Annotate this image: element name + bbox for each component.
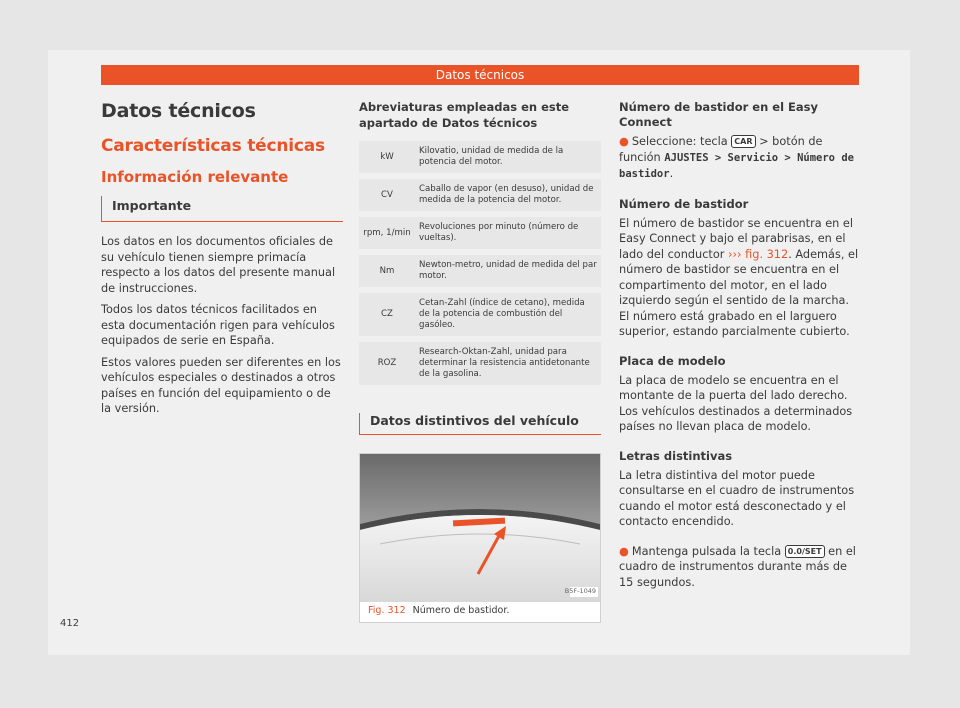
abbr-value: Newton-metro, unidad de medida del par motor.	[415, 252, 601, 290]
header-bar: Datos técnicos	[101, 65, 859, 85]
letters-heading: Letras distintivas	[619, 448, 733, 463]
easy-connect-heading: Número de bastidor en el Easy Connect	[619, 100, 818, 129]
vin-text: El número de bastidor se encuentra en el Easy Connect y bajo el parabrisas, en el lado del conductor	[619, 216, 854, 261]
figure-link[interactable]: fig. 312	[745, 247, 789, 261]
abbr-value: Kilovatio, unidad de medida de la potencia del motor.	[415, 141, 601, 176]
table-row	[359, 252, 601, 290]
section-title: Características técnicas	[101, 136, 325, 156]
bullet-icon: ●	[619, 135, 629, 148]
abbr-value: Research-Oktan-Zahl, unidad para determinar la resistencia antidetonante de la gasolina.	[415, 339, 601, 388]
chapter-title: Datos técnicos	[101, 100, 256, 122]
page-number: 412	[60, 618, 80, 629]
figure-number: Fig. 312	[368, 605, 406, 616]
figure-caption-text: Número de bastidor.	[412, 605, 510, 616]
table-row	[359, 339, 601, 388]
abbr-key: ROZ	[359, 339, 415, 388]
figure-code: B5F-1049	[564, 587, 596, 595]
step-text: > botón de función	[619, 135, 823, 164]
subsection-title: Información relevante	[101, 168, 289, 186]
vin-text: . Además, el número de bastidor se encuentra en el compartimento del motor, en el lado izquierdo según el sentido de la marcha. El número está grabado en el larguero superior, estando parcialmente cubierto.	[619, 247, 859, 338]
column-1	[101, 100, 343, 423]
step-text: en el cuadro de instrumentos durante más de 15 segundos.	[619, 544, 856, 589]
column-3	[619, 100, 861, 596]
abbr-key: kW	[359, 141, 415, 176]
vin-heading: Número de bastidor	[619, 196, 749, 211]
abbreviations-table	[359, 141, 601, 391]
arrows-glyph: ›››	[728, 247, 742, 261]
figure-312	[359, 453, 601, 623]
abbr-value: Cetan-Zahl (índice de cetano), medida de la potencia de combustión del gasóleo.	[415, 290, 601, 339]
step-text: Seleccione: tecla	[631, 135, 728, 148]
abbr-key: CV	[359, 176, 415, 214]
windshield-vin-illustration	[360, 454, 600, 602]
letters-paragraph: La letra distintiva del motor puede consultarse en el cuadro de instrumentos cuando el motor está desconectado y el contacto encendido.	[619, 468, 855, 528]
important-heading: Importante	[101, 196, 343, 222]
paragraph: Todos los datos técnicos facilitados en esta documentación rigen para vehículos equipados de serie en España.	[101, 303, 335, 347]
step-hold	[619, 544, 861, 591]
step-text: .	[669, 167, 674, 180]
paragraph: Los datos en los documentos oficiales de su vehículo tienen siempre primacía respecto a los datos del presente manual de instrucciones.	[101, 235, 336, 295]
abbr-value: Revoluciones por minuto (número de vueltas).	[415, 214, 601, 252]
abbr-key: Nm	[359, 252, 415, 290]
table-row	[359, 290, 601, 339]
menu-path: AJUSTES > Servicio > Número de bastidor	[619, 151, 854, 180]
paragraph: Estos valores pueden ser diferentes en los vehículos especiales o destinados a otros países en función del equipamiento o de la versión.	[101, 355, 341, 415]
table-row	[359, 176, 601, 214]
step-select	[619, 134, 861, 183]
step-text: Mantenga pulsada la tecla	[631, 544, 782, 558]
abbr-key: CZ	[359, 290, 415, 339]
abbreviations-title: Abreviaturas empleadas en este apartado de Datos técnicos	[359, 100, 570, 130]
table-row	[359, 141, 601, 176]
plate-heading: Placa de modelo	[619, 353, 726, 368]
abbr-key: rpm, 1/min	[359, 214, 415, 252]
column-2	[359, 100, 601, 623]
vehicle-data-heading: Datos distintivos del vehículo	[359, 413, 601, 435]
plate-paragraph: La placa de modelo se encuentra en el montante de la puerta del lado derecho. Los vehículos destinados a determinados países no llevan placa de modelo.	[619, 373, 853, 433]
vin-paragraph	[619, 216, 861, 340]
set-key-icon: 0.0/SET	[785, 545, 825, 558]
table-row	[359, 214, 601, 252]
figure-caption	[360, 602, 600, 622]
car-key-icon: CAR	[731, 135, 755, 148]
bullet-icon: ●	[619, 544, 629, 558]
abbr-value: Caballo de vapor (en desuso), unidad de medida de la potencia del motor.	[415, 176, 601, 214]
